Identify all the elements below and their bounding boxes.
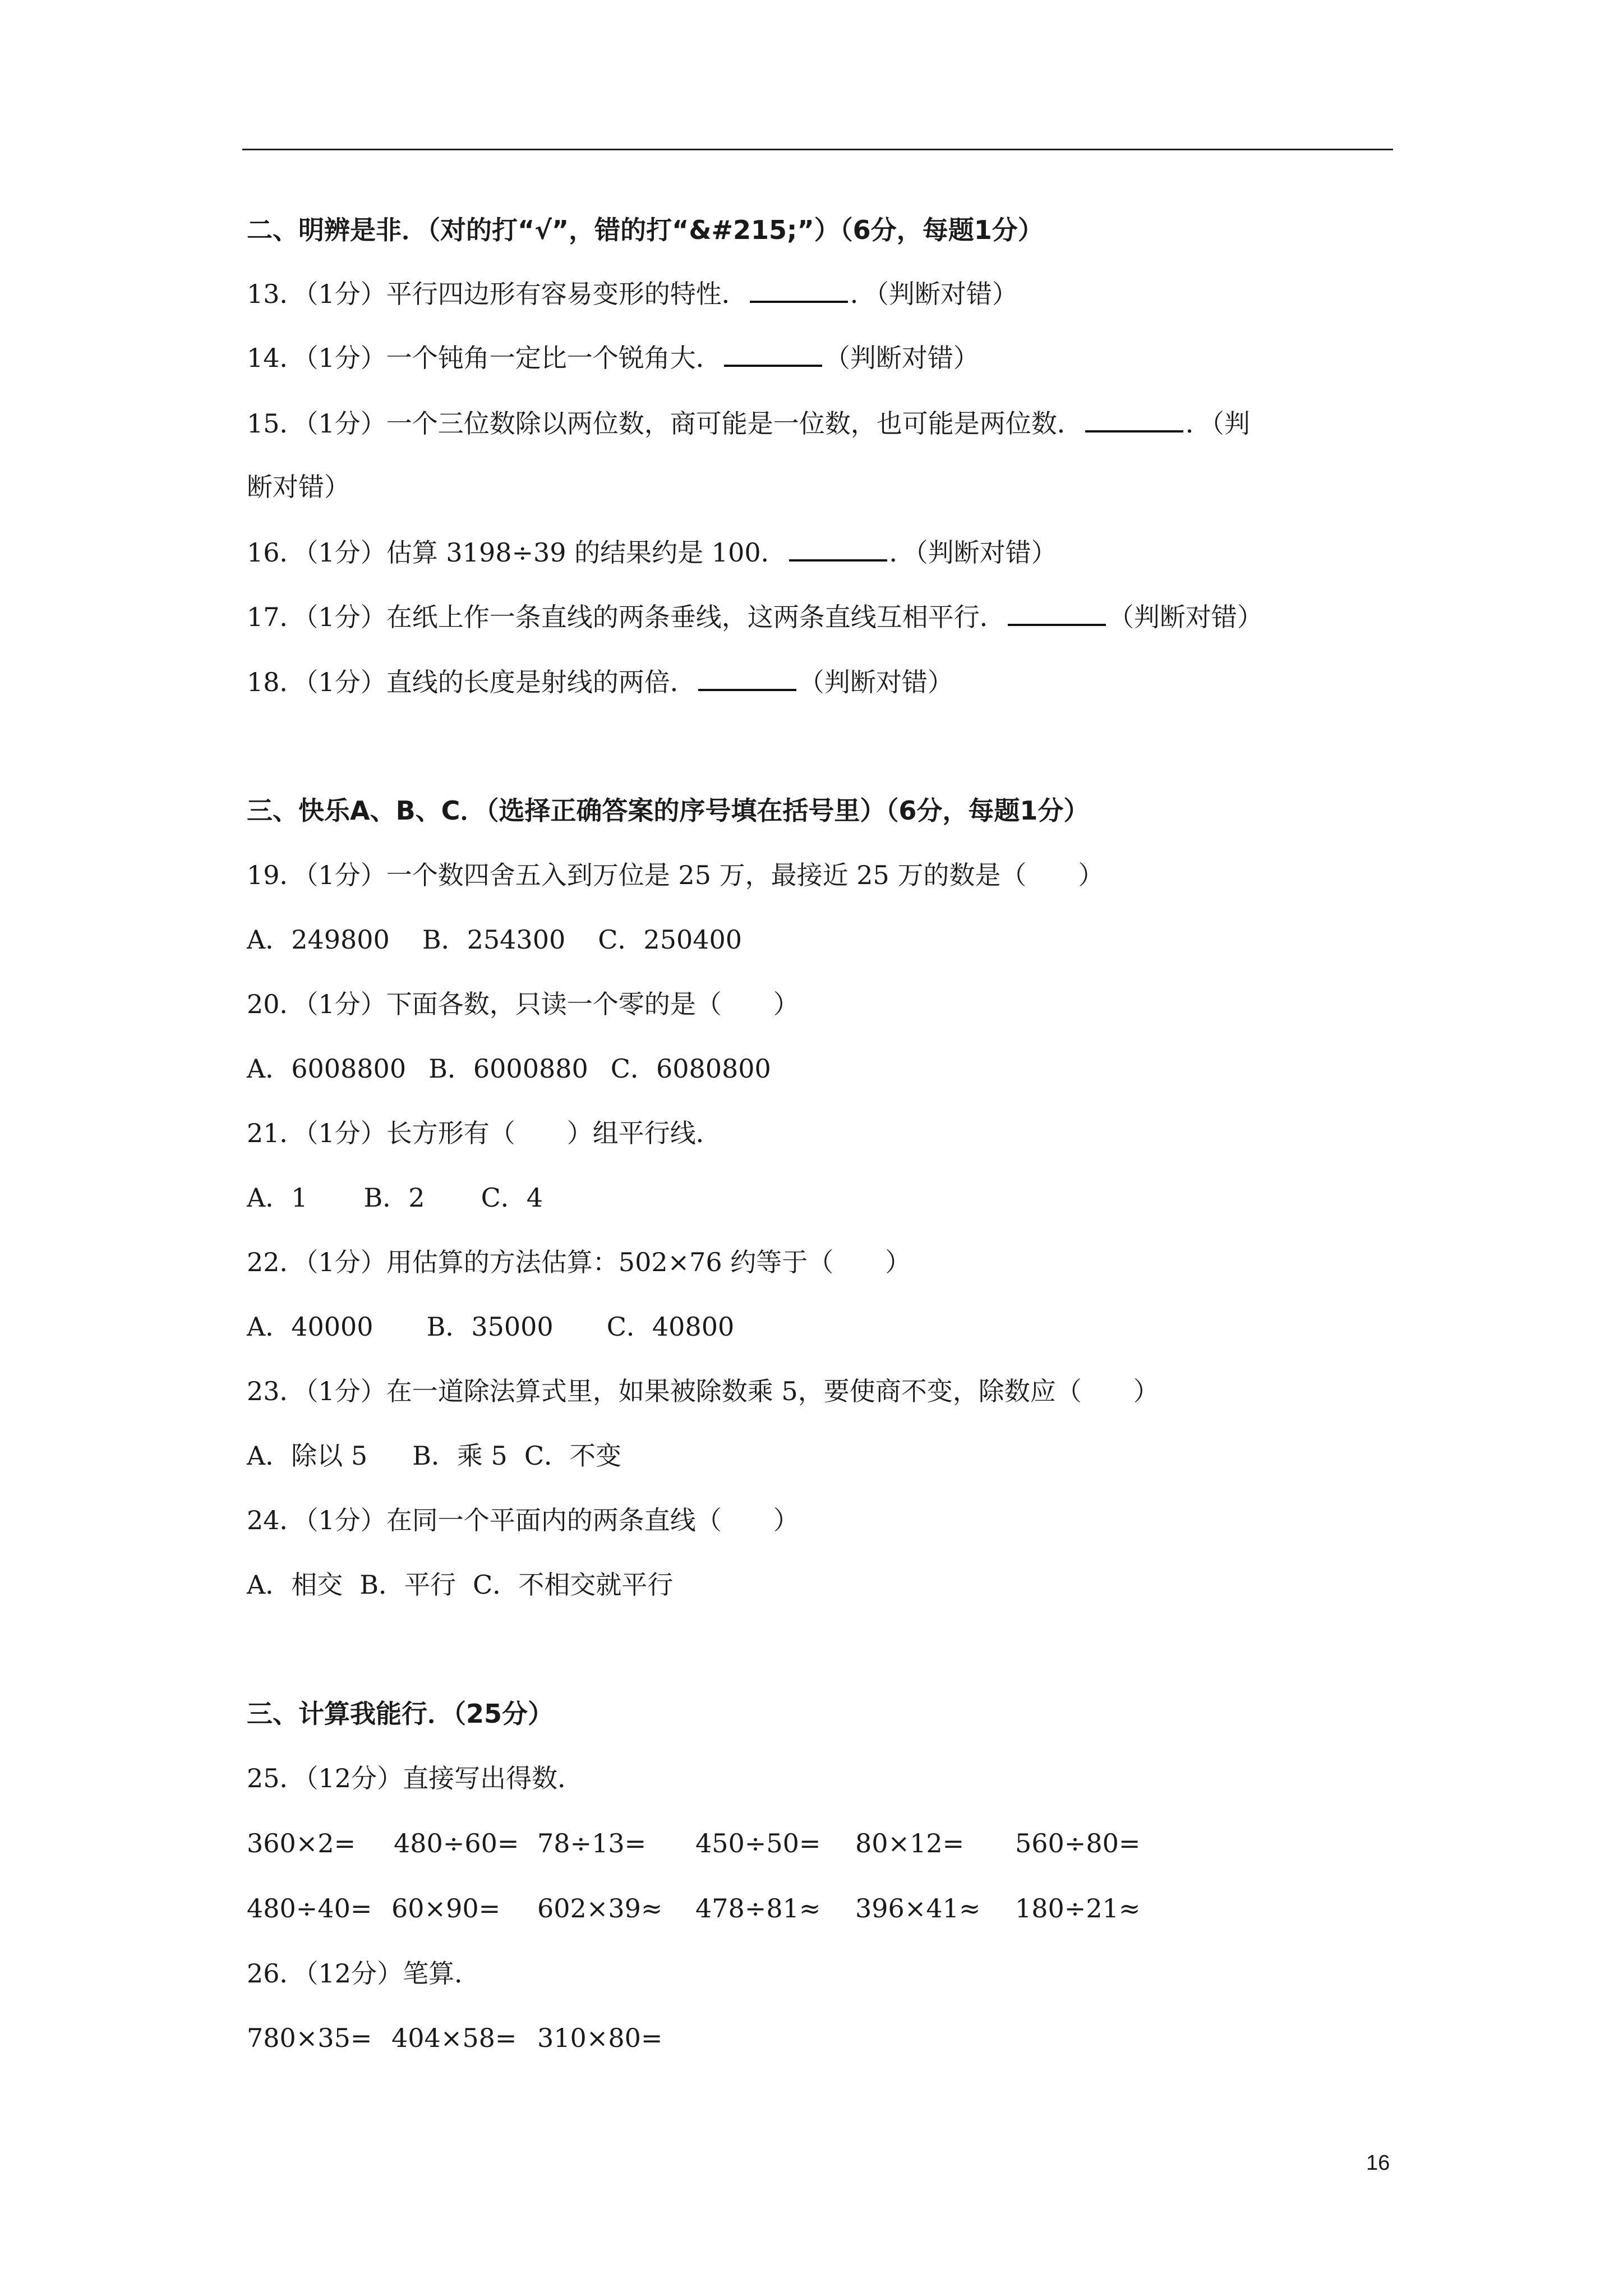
question-22: 22．（1分）用估算的方法估算：502×76 约等于（ ）	[247, 1247, 911, 1277]
question-15-tail: ．（判	[1185, 408, 1250, 439]
question-21: 21．（1分）长方形有（ ）组平行线．	[247, 1118, 722, 1148]
question-24: 24．（1分）在同一个平面内的两条直线（ ）	[247, 1505, 799, 1535]
option-21-a[interactable]: A．1	[247, 1182, 308, 1213]
calc-row-1	[247, 1826, 1368, 1860]
calc-row-3	[247, 2021, 808, 2055]
question-14-tail: （判断对错）	[824, 343, 979, 373]
answer-blank-18[interactable]	[698, 666, 796, 691]
question-18-text: 18．（1分）直线的长度是射线的两倍．	[247, 667, 696, 697]
calc-item: 480÷40=	[247, 1893, 372, 1924]
calc-item: 480÷60=	[394, 1828, 519, 1858]
question-13-tail: ．（判断对错）	[850, 279, 1018, 309]
question-16-tail: ．（判断对错）	[889, 537, 1057, 568]
calc-item: 180÷21≈	[1015, 1893, 1141, 1924]
section3a-title: 三、快乐A、B、C．（选择正确答案的序号填在括号里）（6分，每题1分）	[247, 795, 1090, 826]
calc-item: 404×58=	[391, 2023, 517, 2053]
question-25: 25．（12分）直接写出得数．	[247, 1763, 584, 1793]
question-26: 26．（12分）笔算．	[247, 1958, 481, 1989]
calc-item: 80×12=	[855, 1828, 965, 1858]
option-23-a[interactable]: A．除以 5	[247, 1441, 368, 1471]
option-22-c[interactable]: C．40800	[606, 1312, 735, 1342]
options-21	[247, 1181, 575, 1214]
question-13	[247, 277, 1018, 311]
option-22-a[interactable]: A．40000	[247, 1312, 374, 1342]
question-15-continuation: 断对错）	[247, 472, 350, 502]
question-19: 19．（1分）一个数四舍五入到万位是 25 万，最接近 25 万的数是（ ）	[247, 860, 1104, 890]
question-13-text: 13．（1分）平行四边形有容易变形的特性．	[247, 279, 748, 309]
answer-blank-15[interactable]	[1085, 408, 1183, 432]
option-23-c[interactable]: C．不变	[524, 1441, 622, 1471]
options-22	[247, 1310, 767, 1343]
question-15	[247, 407, 1250, 440]
option-19-b[interactable]: B．254300	[422, 924, 566, 955]
options-19	[247, 923, 774, 956]
options-23	[247, 1439, 654, 1473]
answer-blank-16[interactable]	[789, 537, 887, 562]
calc-item: 780×35=	[247, 2023, 372, 2053]
answer-blank-14[interactable]	[724, 342, 822, 367]
page-number: 16	[1366, 2151, 1390, 2175]
calc-item: 78÷13=	[537, 1828, 647, 1858]
calc-item: 478÷81≈	[695, 1893, 821, 1924]
section2-title: 二、明辨是非．（对的打“√”，错的打“&#215;”）（6分，每题1分）	[247, 215, 1044, 245]
answer-blank-17[interactable]	[1008, 601, 1106, 626]
question-18-tail: （判断对错）	[798, 667, 953, 697]
calc-item: 560÷80=	[1015, 1828, 1141, 1858]
question-14	[247, 341, 979, 375]
option-19-a[interactable]: A．249800	[247, 924, 390, 955]
option-20-a[interactable]: A．6008800	[247, 1053, 407, 1084]
calc-item: 310×80=	[537, 2023, 663, 2053]
question-17-tail: （判断对错）	[1108, 602, 1263, 632]
option-20-b[interactable]: B．6000880	[428, 1053, 588, 1084]
calc-item: 60×90=	[391, 1893, 501, 1924]
question-17-text: 17．（1分）在纸上作一条直线的两条垂线，这两条直线互相平行．	[247, 602, 1006, 632]
question-14-text: 14．（1分）一个钝角一定比一个锐角大．	[247, 343, 722, 373]
option-21-b[interactable]: B．2	[363, 1182, 425, 1213]
option-24-c[interactable]: C．不相交就平行	[473, 1570, 674, 1600]
calc-row-2	[247, 1892, 1368, 1925]
options-24	[247, 1568, 706, 1602]
answer-blank-13[interactable]	[750, 278, 848, 303]
question-16-text: 16．（1分）估算 3198÷39 的结果约是 100．	[247, 537, 787, 568]
option-20-c[interactable]: C．6080800	[610, 1053, 771, 1084]
option-23-b[interactable]: B．乘 5	[412, 1441, 508, 1471]
option-19-c[interactable]: C．250400	[598, 924, 743, 955]
question-20: 20．（1分）下面各数，只读一个零的是（ ）	[247, 989, 799, 1019]
section3b-title: 三、计算我能行．（25分）	[247, 1699, 554, 1729]
calc-item: 602×39≈	[537, 1893, 663, 1924]
calc-item: 396×41≈	[855, 1893, 981, 1924]
question-16	[247, 536, 1057, 569]
question-15-text: 15．（1分）一个三位数除以两位数，商可能是一位数，也可能是两位数．	[247, 408, 1083, 439]
calc-item: 450÷50=	[695, 1828, 821, 1858]
options-20	[247, 1052, 804, 1085]
question-23: 23．（1分）在一道除法算式里，如果被除数乘 5，要使商不变，除数应（ ）	[247, 1376, 1159, 1406]
option-22-b[interactable]: B．35000	[426, 1312, 554, 1342]
question-17	[247, 600, 1263, 634]
option-24-a[interactable]: A．相交	[247, 1570, 343, 1600]
option-24-b[interactable]: B．平行	[359, 1570, 457, 1600]
option-21-c[interactable]: C．4	[481, 1182, 543, 1213]
question-18	[247, 665, 953, 699]
calc-item: 360×2=	[247, 1828, 356, 1858]
header-rule	[242, 149, 1393, 150]
